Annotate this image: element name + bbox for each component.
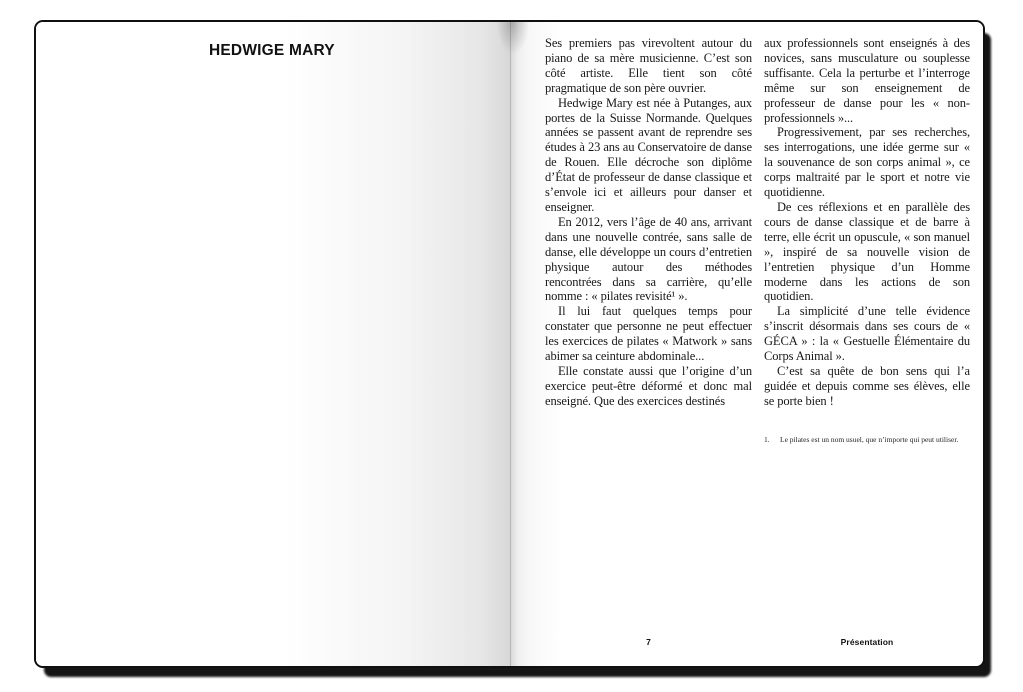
section-label: Présentation <box>840 637 894 647</box>
paragraph: En 2012, vers l’âge de 40 ans, arrivant dans une nouvelle contrée, sans salle de danse, elle développe un cours d’entretien physique autour des méthodes rencontrées dans sa carrière, qu’elle nomme : « pilates revisité¹ ». <box>545 214 752 304</box>
page-number: 7 <box>646 637 651 647</box>
paragraph: La simplicité d’une telle évidence s’inscrit désormais dans ses cours de « GÉCA » : la « Gestuelle Élémentaire du Corps Animal ». <box>764 304 970 364</box>
book-spread <box>36 22 983 666</box>
paragraph: De ces réflexions et en parallèle des cours de danse classique et de barre à terre, elle écrit un opuscule, « son manuel », inspiré de sa nouvelle vision de l’entretien physique d’un Homme moderne dans les actions de son quotidien. <box>764 199 970 304</box>
paragraph: aux professionnels sont enseignés à des novices, sans musculature ou souplesse suffisante. Cela la perturbe et l’interroge même sur son enseignement de professeur de danse pour les « non-professionnels »... <box>764 36 970 125</box>
paragraph: C’est sa quête de bon sens qui l’a guidée et depuis comme ses élèves, elle se porte bien ! <box>764 363 970 408</box>
page-title: HEDWIGE MARY <box>209 42 335 59</box>
footnote <box>764 435 974 444</box>
text-column-2 <box>764 36 970 409</box>
paragraph: Elle constate aussi que l’origine d’un exercice peut-être déformé et donc mal enseigné. Que des exercices destinés <box>545 363 752 408</box>
paragraph: Hedwige Mary est née à Putanges, aux portes de la Suisse Normande. Quelques années se passent avant de reprendre ses études à 23 ans au Conservatoire de danse de Rouen. Elle décroche son diplôme d’État de professeur de danse classique et s’envole ici et ailleurs pour danser et enseigner. <box>545 95 752 214</box>
spine-divider <box>510 22 511 666</box>
footnote-number: 1. <box>764 435 770 444</box>
paragraph: Ses premiers pas virevoltent autour du piano de sa mère musicienne. C’est son côté artiste. Elle tient son côté pragmatique de son père ouvrier. <box>545 36 752 95</box>
body-text <box>545 36 970 409</box>
right-page <box>511 22 983 666</box>
paragraph: Progressivement, par ses recherches, ses interrogations, une idée germe sur « la souvenance de son corps animal », ce corps maltraité par le sport et notre vie quotidienne. <box>764 125 970 200</box>
text-column-1 <box>545 36 752 409</box>
paragraph: Il lui faut quelques temps pour constater que personne ne peut effectuer les exercices de pilates « Matwork » sans abimer sa ceinture abdominale... <box>545 304 752 364</box>
left-page <box>36 22 511 666</box>
footnote-text: Le pilates est un nom usuel, que n’importe qui peut utiliser. <box>780 435 959 444</box>
